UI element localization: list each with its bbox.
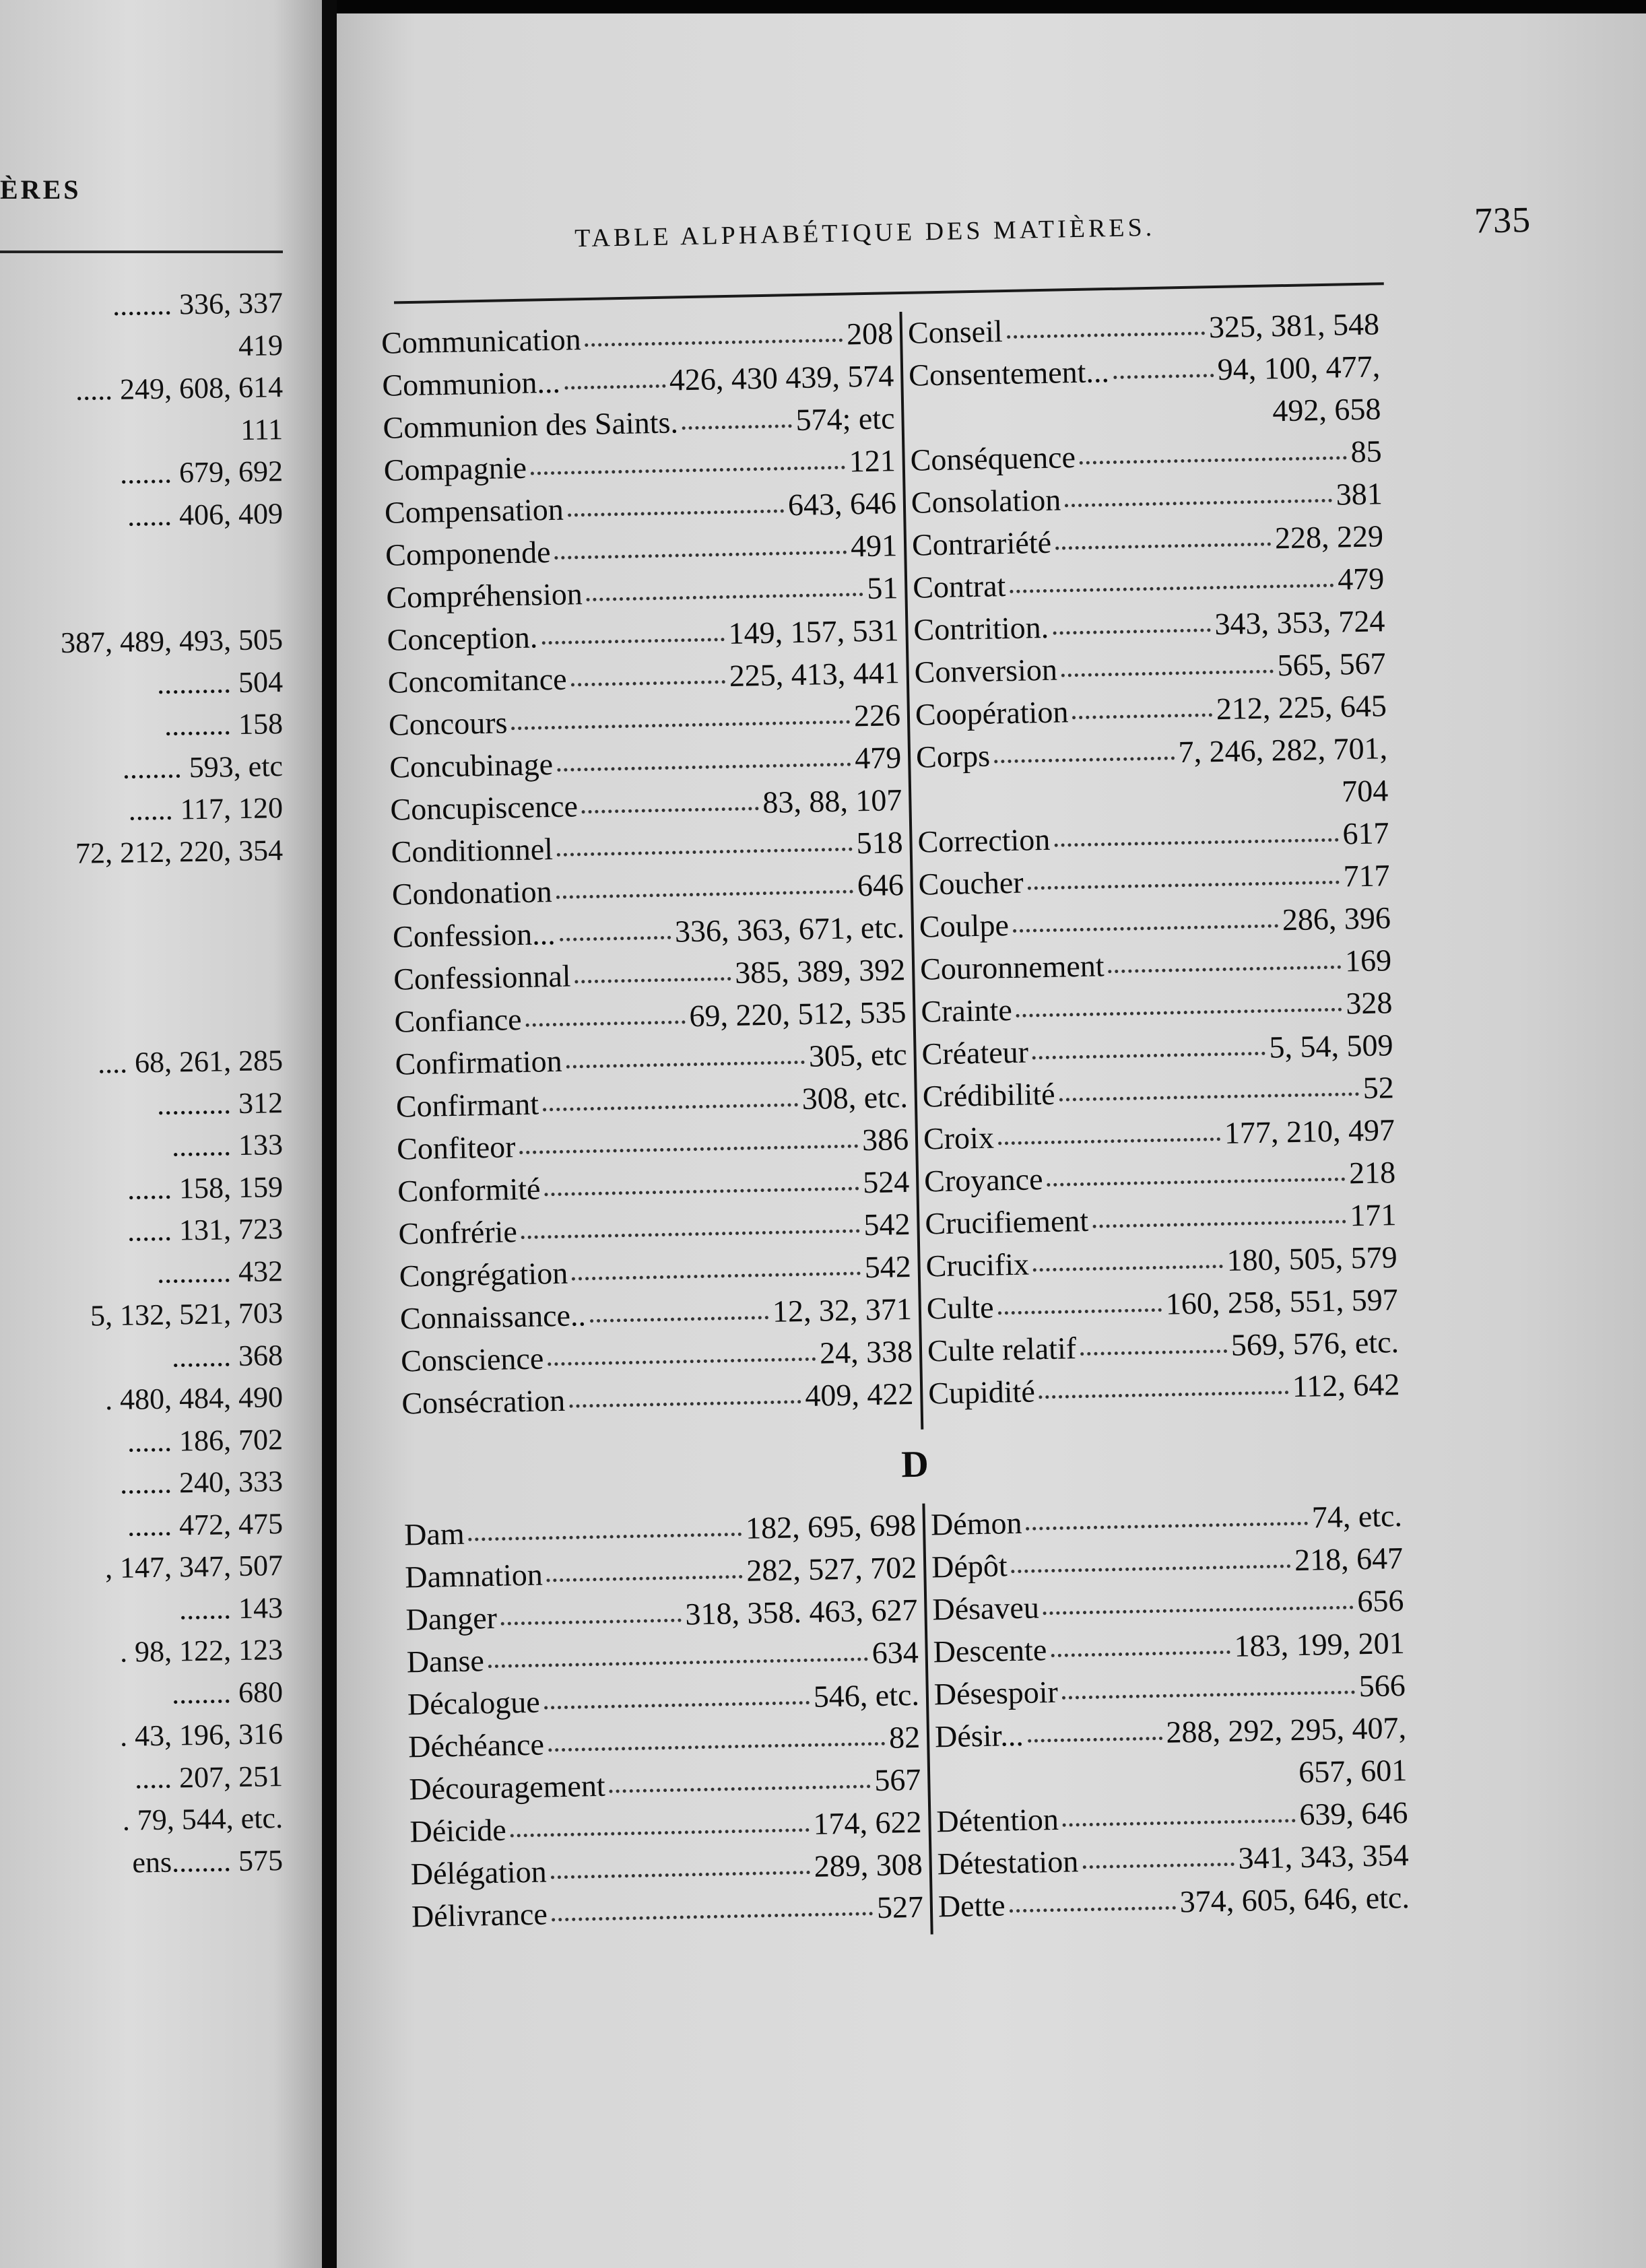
- dot-leader: [511, 1828, 810, 1838]
- index-term: Confessionnal: [393, 958, 571, 997]
- left-page-row: 419: [238, 328, 284, 362]
- left-page-row: ...... 472, 475: [127, 1506, 284, 1543]
- page-title: TABLE ALPHABÉTIQUE DES MATIÈRES.: [574, 213, 1156, 253]
- index-pages: 183, 199, 201: [1234, 1625, 1406, 1663]
- left-page-row: [0, 999, 283, 1044]
- dot-leader: [1059, 1092, 1359, 1102]
- index-term: Contrition.: [913, 609, 1049, 647]
- index-pages: 542: [864, 1248, 912, 1285]
- index-term: Communion des Saints.: [383, 405, 679, 445]
- dot-leader: [1065, 499, 1332, 508]
- left-page-row: 72, 212, 220, 354: [75, 833, 284, 870]
- dot-leader: [1072, 713, 1212, 719]
- index-term: Communication: [381, 322, 582, 360]
- dot-leader: [590, 1316, 768, 1323]
- index-term: Danse: [406, 1643, 485, 1679]
- index-term: Déicide: [409, 1812, 507, 1849]
- dot-leader: [572, 1271, 861, 1280]
- dot-leader: [556, 890, 853, 898]
- index-term: Démon: [930, 1505, 1022, 1542]
- left-page-row: [0, 914, 283, 960]
- dot-leader: [520, 1144, 859, 1154]
- dot-leader: [1054, 838, 1338, 847]
- index-pages: 82: [888, 1719, 921, 1755]
- index-term: Confirmant: [395, 1086, 539, 1124]
- dot-leader: [521, 1229, 860, 1239]
- index-term: Dette: [937, 1888, 1006, 1924]
- index-pages: 639, 646: [1298, 1795, 1408, 1832]
- dot-leader: [610, 1785, 871, 1793]
- left-page-row: ........ 680: [171, 1675, 284, 1710]
- index-pages: 286, 396: [1282, 900, 1391, 937]
- index-pages: 328: [1345, 985, 1393, 1021]
- index-term: Culte relatif: [927, 1331, 1077, 1368]
- index-pages: 160, 258, 551, 597: [1165, 1282, 1399, 1321]
- index-term: Conseil: [907, 314, 1003, 350]
- left-page-row: ....... 240, 333: [119, 1465, 284, 1500]
- dot-leader: [1047, 1178, 1346, 1187]
- left-page-row: .......... 504: [156, 665, 284, 700]
- dot-leader: [548, 1358, 816, 1366]
- dot-leader: [569, 1400, 801, 1408]
- dot-leader: [560, 936, 671, 941]
- index-term: Désaveu: [931, 1590, 1040, 1627]
- left-page-row: ......... 158: [164, 707, 284, 742]
- index-term: Connaissance..: [399, 1298, 587, 1336]
- index-pages: 218: [1348, 1155, 1396, 1191]
- index-term: Conséquence: [910, 440, 1076, 477]
- index-pages: 567: [874, 1762, 921, 1798]
- index-term: Délégation: [410, 1854, 548, 1892]
- book-gutter: [322, 0, 337, 2268]
- index-pages: 228, 229: [1274, 519, 1384, 556]
- dot-leader: [1063, 1819, 1296, 1827]
- left-page-row: ........ 593, etc: [122, 749, 284, 785]
- index-pages: 566: [1358, 1667, 1406, 1704]
- index-entry: [916, 727, 1388, 778]
- index-pages: 374, 605, 646, etc.: [1179, 1879, 1410, 1919]
- index-pages: 169: [1344, 943, 1392, 978]
- index-term: Concupiscence: [389, 789, 579, 827]
- index-term: Concubinage: [389, 747, 554, 785]
- dot-leader: [557, 763, 851, 772]
- index-term: Décalogue: [407, 1684, 541, 1722]
- index-term: Concomitance: [387, 661, 568, 700]
- index-term: Compagnie: [383, 450, 527, 488]
- index-pages: 5, 54, 509: [1269, 1028, 1393, 1065]
- index-pages: 325, 381, 548: [1208, 306, 1380, 345]
- left-page-row: . 480, 484, 490: [104, 1380, 284, 1417]
- index-column-left: [404, 1504, 924, 1937]
- dot-leader: [1113, 374, 1214, 379]
- dot-leader: [1010, 584, 1334, 593]
- index-term: Danger: [405, 1600, 498, 1637]
- left-page-row: ...... 186, 702: [127, 1422, 284, 1459]
- index-term: Conditionnel: [391, 832, 554, 869]
- index-pages: 479: [854, 740, 902, 776]
- index-pages: 7, 246, 282, 701,: [1178, 731, 1388, 770]
- left-page-row: ..... 207, 251: [134, 1759, 284, 1795]
- dot-leader: [469, 1533, 742, 1541]
- index-column-right: [907, 302, 1400, 1414]
- index-pages: 24, 338: [819, 1333, 913, 1370]
- page-content: [337, 13, 1646, 2268]
- dot-leader: [548, 1742, 885, 1752]
- dot-leader: [555, 551, 847, 560]
- index-pages: 569, 576, etc.: [1230, 1325, 1400, 1362]
- index-term: Dam: [403, 1516, 465, 1552]
- index-pages: 409, 422: [804, 1376, 914, 1413]
- index-pages: 491: [850, 528, 898, 564]
- index-pages: 218, 647: [1294, 1541, 1404, 1578]
- index-term: Dépôt: [931, 1548, 1008, 1585]
- index-entry: [928, 1363, 1400, 1414]
- index-pages: 634: [871, 1634, 919, 1671]
- left-page-row: 387, 489, 493, 505: [60, 623, 284, 660]
- index-pages: 542: [863, 1206, 911, 1242]
- index-term: Componende: [385, 535, 551, 572]
- index-term: Confrérie: [398, 1214, 518, 1251]
- left-page-row: ....... 679, 692: [119, 455, 284, 490]
- left-page-row: ........ 133: [171, 1128, 284, 1163]
- index-pages: 112, 642: [1292, 1367, 1400, 1404]
- left-page-running-head: ÈRES: [0, 174, 81, 205]
- index-term: Confession...: [392, 916, 556, 954]
- index-term: Condonation: [391, 874, 553, 912]
- dot-leader: [1039, 1391, 1288, 1399]
- index-pages-continued: 657, 601: [1298, 1752, 1408, 1790]
- index-pages: 565, 567: [1277, 646, 1387, 683]
- index-pages: 74, etc.: [1311, 1498, 1403, 1535]
- section-letter-d: D: [900, 1443, 929, 1486]
- left-page-row: ...... 158, 159: [127, 1170, 284, 1206]
- dot-leader: [585, 339, 843, 347]
- index-pages: 646: [857, 867, 904, 903]
- dot-leader: [547, 1575, 743, 1582]
- left-page-row: . 79, 544, etc.: [122, 1801, 284, 1837]
- left-page-row: [0, 578, 283, 623]
- dot-leader: [587, 593, 863, 601]
- dot-leader: [564, 385, 665, 390]
- index-pages-continued: 492, 658: [1272, 391, 1381, 428]
- index-pages: 479: [1337, 561, 1385, 597]
- index-pages: 341, 343, 354: [1238, 1837, 1410, 1875]
- left-page-row: [0, 872, 283, 917]
- left-page-row: [0, 956, 283, 1001]
- index-pages: 180, 505, 579: [1226, 1240, 1398, 1277]
- index-term: Conception.: [387, 620, 538, 657]
- dot-leader: [566, 1061, 805, 1069]
- page-number: 735: [1474, 199, 1532, 241]
- dot-leader: [682, 424, 792, 430]
- dot-leader: [526, 1020, 686, 1027]
- dot-leader: [1012, 1564, 1291, 1573]
- index-pages: 177, 210, 497: [1224, 1112, 1395, 1150]
- left-facing-page: [0, 0, 322, 2268]
- index-term: Damnation: [404, 1557, 544, 1595]
- index-term: Congrégation: [399, 1255, 568, 1294]
- dot-leader: [1013, 924, 1278, 933]
- index-pages: 288, 292, 295, 407,: [1166, 1710, 1407, 1749]
- index-entry: [934, 1706, 1406, 1758]
- left-page-row: ...... 117, 120: [128, 791, 284, 827]
- index-pages: 527: [876, 1889, 924, 1925]
- index-term: Contrariété: [911, 525, 1052, 562]
- dot-leader: [1051, 1650, 1230, 1657]
- dot-leader: [544, 1701, 810, 1710]
- index-term: Coopération: [915, 694, 1069, 732]
- index-term: Désir...: [934, 1717, 1024, 1754]
- index-pages: 617: [1342, 815, 1389, 851]
- dot-leader: [1016, 1008, 1342, 1018]
- index-pages: 212, 225, 645: [1216, 688, 1387, 727]
- index-term: Correction: [917, 822, 1051, 859]
- dot-leader: [1032, 1052, 1265, 1060]
- dot-leader: [1080, 1349, 1227, 1356]
- left-page-row: . 98, 122, 123: [119, 1633, 284, 1669]
- left-page-row: ........ 336, 337: [112, 286, 284, 322]
- left-page-rule: [0, 251, 283, 253]
- index-pages: 574; etc: [795, 401, 895, 437]
- index-term: Crainte: [920, 993, 1013, 1029]
- left-page-row: ens........ 575: [131, 1843, 284, 1879]
- dot-leader: [1053, 628, 1210, 634]
- left-page-row: 111: [240, 412, 284, 446]
- index-term: Crucifix: [925, 1246, 1030, 1283]
- index-entry: [909, 345, 1381, 396]
- dot-leader: [1010, 1906, 1176, 1913]
- index-term: Contrat: [912, 568, 1006, 605]
- dot-leader: [998, 1137, 1220, 1145]
- left-page-row: ....... 143: [178, 1591, 284, 1626]
- index-pages: 385, 389, 392: [734, 952, 906, 990]
- index-pages: 524: [862, 1164, 910, 1200]
- index-pages: 69, 220, 512, 535: [688, 995, 907, 1034]
- dot-leader: [568, 509, 784, 516]
- index-pages: 386: [861, 1121, 909, 1158]
- index-pages: 171: [1349, 1197, 1397, 1233]
- index-column-left: [381, 312, 914, 1424]
- index-term: Croix: [923, 1120, 995, 1156]
- index-pages: 182, 695, 698: [745, 1507, 917, 1545]
- index-term: Détestation: [937, 1844, 1079, 1881]
- index-pages: 52: [1362, 1070, 1395, 1106]
- index-term: Consécration: [401, 1382, 566, 1421]
- dot-leader: [545, 1187, 859, 1196]
- index-pages: 546, etc.: [813, 1677, 920, 1714]
- index-term: Consolation: [911, 482, 1061, 520]
- index-term: Corps: [915, 738, 991, 774]
- index-term: Coucher: [918, 865, 1024, 902]
- index-pages: 318, 358. 463, 627: [685, 1592, 918, 1632]
- dot-leader: [1026, 1522, 1308, 1531]
- index-pages: 518: [856, 825, 904, 861]
- dot-leader: [541, 638, 724, 644]
- index-term: Confiance: [394, 1001, 523, 1039]
- index-pages: 225, 413, 441: [729, 655, 900, 693]
- index-pages: 94, 100, 477,: [1217, 349, 1381, 387]
- dot-leader: [1043, 1605, 1354, 1615]
- index-pages: 643, 646: [787, 486, 897, 523]
- dot-leader: [543, 1103, 798, 1111]
- index-pages: 717: [1343, 858, 1391, 894]
- index-term: Créateur: [921, 1034, 1029, 1071]
- index-term: Délivrance: [411, 1896, 548, 1934]
- index-pages: 381: [1336, 476, 1383, 512]
- dot-leader: [501, 1619, 682, 1626]
- index-term: Crucifiement: [924, 1203, 1089, 1241]
- index-term: Confirmation: [395, 1043, 563, 1081]
- index-term: Consentement...: [908, 354, 1110, 393]
- index-pages: 343, 353, 724: [1214, 603, 1385, 642]
- left-page-row: [0, 535, 283, 580]
- dot-leader: [1080, 456, 1347, 465]
- left-page-row: 5, 132, 521, 703: [90, 1296, 284, 1333]
- left-page-row: ..... 249, 608, 614: [75, 370, 284, 407]
- dot-leader: [1028, 881, 1340, 890]
- index-term: Confiteor: [396, 1129, 516, 1166]
- dot-leader: [1062, 1690, 1355, 1699]
- left-page-row: ...... 406, 409: [127, 496, 284, 533]
- index-pages: 121: [849, 443, 896, 479]
- index-term: Concours: [388, 705, 508, 742]
- left-page-row: ...... 131, 723: [127, 1212, 284, 1248]
- dot-leader: [552, 1912, 873, 1921]
- left-page-row: , 147, 347, 507: [104, 1549, 284, 1585]
- left-page-row: . 43, 196, 316: [119, 1717, 284, 1753]
- left-page-row: .... 68, 261, 285: [97, 1044, 284, 1080]
- dot-leader: [557, 848, 853, 857]
- index-term: Culte: [926, 1290, 995, 1326]
- index-term: Coulpe: [919, 908, 1010, 944]
- dot-leader: [994, 756, 1175, 763]
- index-entry: [937, 1876, 1410, 1927]
- dot-leader: [1092, 1220, 1346, 1228]
- header-rule: [394, 282, 1384, 304]
- index-pages: 308, etc.: [801, 1079, 909, 1116]
- index-pages: 426, 430 439, 574: [669, 358, 894, 397]
- index-term: Conformité: [397, 1171, 541, 1209]
- left-page-row: ........ 368: [171, 1338, 284, 1374]
- index-term: Cupidité: [927, 1374, 1036, 1411]
- index-term: Déchéance: [407, 1727, 545, 1764]
- running-head: [574, 199, 1532, 253]
- index-pages: 51: [866, 570, 898, 606]
- index-term: Descente: [933, 1632, 1047, 1669]
- index-pages: 305, etc: [808, 1037, 908, 1073]
- dot-leader: [998, 1308, 1162, 1315]
- dot-leader: [1109, 966, 1342, 974]
- index-term: Conversion: [914, 652, 1058, 690]
- index-pages: 226: [853, 698, 901, 733]
- index-pages: 336, 363, 671, etc.: [674, 910, 905, 949]
- dot-leader: [1055, 542, 1271, 549]
- index-term: Désespoir: [933, 1674, 1059, 1712]
- index-pages-continued: 704: [1341, 773, 1389, 809]
- index-pages: 282, 527, 702: [746, 1549, 917, 1588]
- dot-leader: [551, 1871, 810, 1879]
- dot-leader: [1082, 1863, 1234, 1869]
- index-pages: 149, 157, 531: [728, 613, 899, 651]
- index-pages: 83, 88, 107: [762, 782, 902, 820]
- dot-leader: [531, 466, 845, 475]
- index-pages: 12, 32, 371: [772, 1291, 913, 1329]
- left-page-row: .......... 432: [156, 1254, 284, 1290]
- index-pages: 656: [1356, 1583, 1404, 1619]
- index-term: Communion...: [381, 364, 561, 403]
- dot-leader: [511, 721, 850, 731]
- index-term: Conscience: [400, 1341, 544, 1378]
- index-entry: [401, 1372, 914, 1425]
- index-pages: 85: [1350, 434, 1383, 469]
- right-page: [337, 13, 1646, 2268]
- index-term: Crédibilité: [922, 1076, 1056, 1114]
- index-column-right: [930, 1494, 1410, 1927]
- dot-leader: [582, 807, 759, 813]
- dot-leader: [575, 977, 731, 983]
- index-entry: [411, 1886, 923, 1938]
- index-term: Croyance: [923, 1162, 1043, 1199]
- left-page-row: .......... 312: [156, 1086, 284, 1121]
- dot-leader: [488, 1657, 868, 1668]
- index-term: Compensation: [384, 492, 564, 530]
- index-term: Découragement: [408, 1768, 606, 1807]
- dot-leader: [1028, 1737, 1162, 1743]
- index-pages: 289, 308: [814, 1846, 923, 1883]
- dot-leader: [1007, 331, 1205, 339]
- index-term: Couronnement: [919, 948, 1105, 987]
- dot-leader: [1033, 1265, 1223, 1271]
- index-term: Détention: [935, 1801, 1059, 1839]
- dot-leader: [1061, 669, 1274, 677]
- index-pages: 174, 622: [813, 1804, 922, 1841]
- dot-leader: [571, 680, 725, 686]
- index-pages: 208: [846, 316, 894, 352]
- index-term: Compréhension: [385, 576, 583, 615]
